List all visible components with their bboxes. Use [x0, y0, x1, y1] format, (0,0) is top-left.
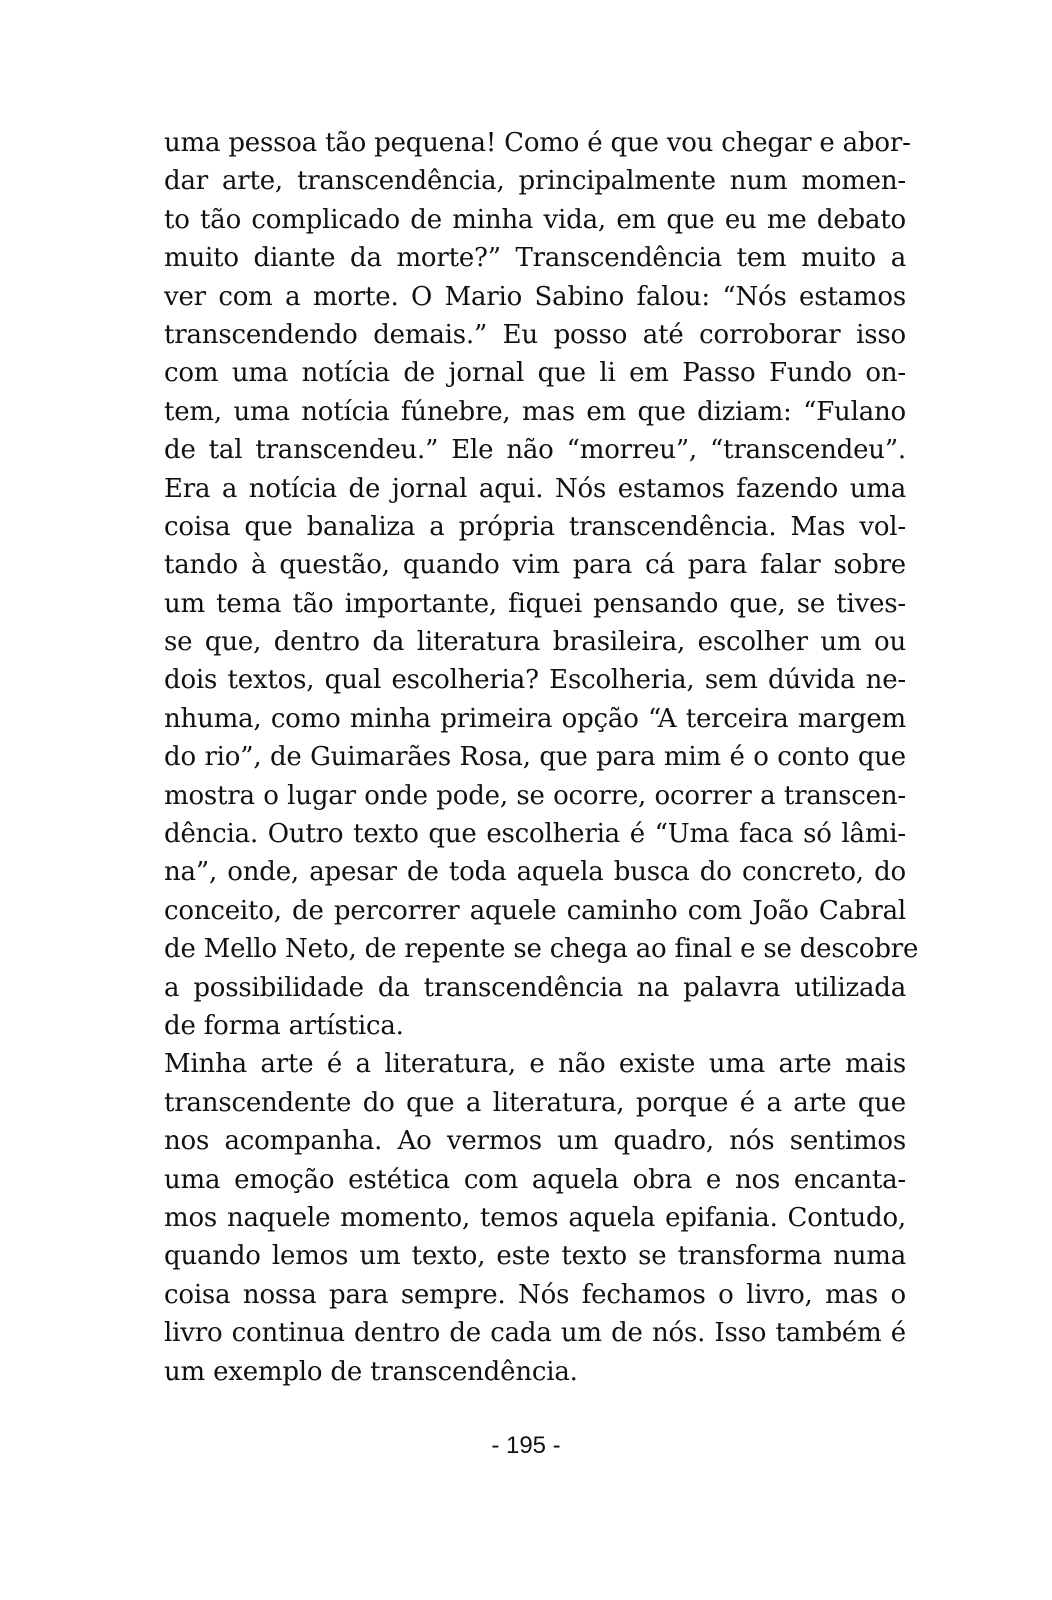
text-line: quando lemos um texto, este texto se transforma numa	[164, 1241, 906, 1272]
paragraph-2	[164, 1045, 906, 1391]
text-line: a possibilidade da transcendência na palavra utilizada	[164, 972, 906, 1003]
text-line: uma pessoa tão pequena! Como é que vou chegar e abor-	[164, 128, 911, 158]
text-line: uma emoção estética com aquela obra e nos encanta-	[164, 1164, 906, 1195]
text-line: na”, onde, apesar de toda aquela busca do concreto, do	[164, 857, 906, 888]
text-line: com uma notícia de jornal que li em Passo Fundo on-	[164, 358, 906, 389]
text-line: de Mello Neto, de repente se chega ao final e se descobre	[164, 934, 919, 965]
text-line: transcendente do que a literatura, porque é a arte que	[164, 1087, 906, 1118]
text-line: mostra o lugar onde pode, se ocorre, ocorrer a transcen-	[164, 780, 906, 811]
text-line: coisa nossa para sempre. Nós fechamos o livro, mas o	[164, 1279, 906, 1310]
body-text	[164, 124, 919, 1391]
text-line: mos naquele momento, temos aquela epifania. Contudo,	[164, 1202, 906, 1233]
text-line: se que, dentro da literatura brasileira, escolher um ou	[164, 627, 906, 658]
text-line: coisa que banaliza a própria transcendência. Mas vol-	[164, 511, 906, 542]
text-line: conceito, de percorrer aquele caminho com João Cabral	[164, 895, 906, 926]
text-line: nos acompanha. Ao vermos um quadro, nós sentimos	[164, 1126, 906, 1157]
text-line: tem, uma notícia fúnebre, mas em que diziam: “Fulano	[164, 396, 906, 427]
text-line: Era a notícia de jornal aqui. Nós estamos fazendo uma	[164, 473, 906, 504]
text-line: ver com a morte. O Mario Sabino falou: “Nós estamos	[164, 281, 906, 312]
text-line: um tema tão importante, fiquei pensando que, se tives-	[164, 588, 906, 619]
text-line: dois textos, qual escolheria? Escolheria, sem dúvida ne-	[164, 665, 906, 696]
text-line: do rio”, de Guimarães Rosa, que para mim é o conto que	[164, 742, 906, 773]
text-line: de tal transcendeu.” Ele não “morreu”, “transcendeu”.	[164, 435, 906, 466]
text-line: nhuma, como minha primeira opção “A terceira margem	[164, 703, 906, 734]
text-line: dar arte, transcendência, principalmente num momen-	[164, 166, 906, 197]
text-line: livro continua dentro de cada um de nós. Isso também é	[164, 1318, 906, 1349]
text-line: dência. Outro texto que escolheria é “Uma faca só lâmi-	[164, 819, 906, 850]
text-line: transcendendo demais.” Eu posso até corroborar isso	[164, 319, 906, 350]
text-line: muito diante da morte?” Transcendência tem muito a	[164, 243, 906, 274]
text-line: Minha arte é a literatura, e não existe uma arte mais	[164, 1049, 906, 1080]
page-number: - 195 -	[491, 1432, 561, 1459]
text-line: de forma artística.	[164, 1010, 404, 1041]
text-line: tando à questão, quando vim para cá para falar sobre	[164, 550, 906, 581]
paragraph-1	[164, 124, 919, 1045]
text-line: to tão complicado de minha vida, em que eu me debato	[164, 204, 906, 235]
text-line: um exemplo de transcendência.	[164, 1356, 578, 1387]
